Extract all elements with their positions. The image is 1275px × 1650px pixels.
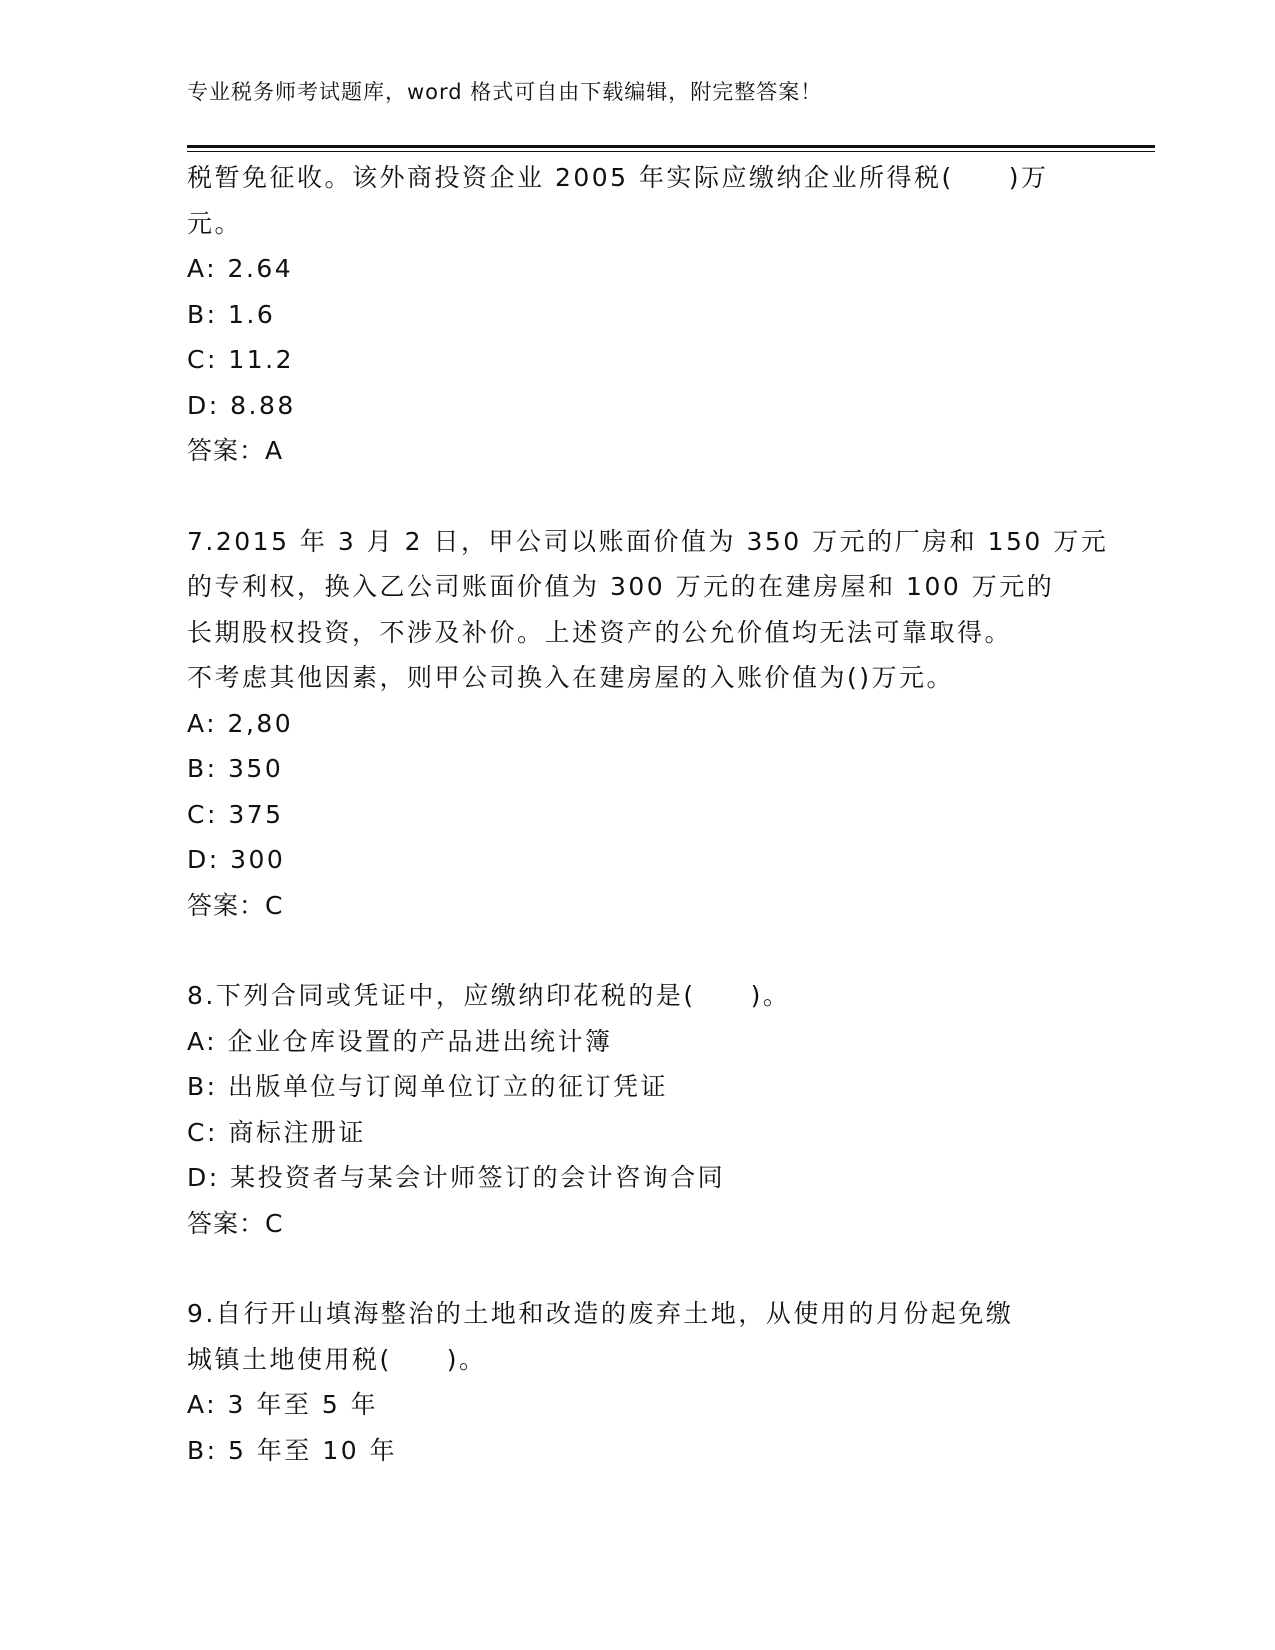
option-a: A: 3 年至 5 年 [187, 1390, 379, 1419]
option-b: B: 1.6 [187, 299, 276, 329]
spacer [187, 928, 1087, 973]
option-a: A: 2.64 [187, 254, 294, 283]
answer: 答案：C [187, 890, 284, 920]
question-text-line: 不考虑其他因素，则甲公司换入在建房屋的入账价值为()万元。 [187, 663, 955, 692]
option-b: B: 5 年至 10 年 [187, 1435, 398, 1465]
question-9 [187, 1291, 1087, 1473]
question-text-line: 9.自行开山填海整治的土地和改造的废弃土地，从使用的月份起免缴 [187, 1299, 1014, 1328]
question-text-line: 的专利权，换入乙公司账面价值为 300 万元的在建房屋和 100 万元的 [187, 572, 1055, 601]
answer: 答案：A [187, 436, 284, 465]
question-6 [187, 155, 1087, 474]
question-text-line: 8.下列合同或凭证中，应缴纳印花税的是( )。 [187, 981, 791, 1010]
header-rule-thin [187, 151, 1155, 152]
spacer [187, 1246, 1087, 1291]
option-d: D: 8.88 [187, 390, 296, 420]
document-body [187, 155, 1109, 1473]
question-text-line: 税暂免征收。该外商投资企业 2005 年实际应缴纳企业所得税( )万 [187, 163, 1049, 192]
question-text-line: 长期股权投资，不涉及补价。上述资产的公允价值均无法可靠取得。 [187, 617, 1013, 647]
option-b: B: 出版单位与订阅单位订立的征订凭证 [187, 1072, 669, 1101]
option-d: D: 某投资者与某会计师签订的会计咨询合同 [187, 1163, 726, 1192]
option-c: C: 商标注册证 [187, 1117, 366, 1147]
header-rule-thick [187, 145, 1155, 148]
option-d: D: 300 [187, 845, 286, 874]
option-b: B: 350 [187, 754, 284, 783]
answer: 答案：C [187, 1208, 284, 1238]
question-text-line: 7.2015 年 3 月 2 日，甲公司以账面价值为 350 万元的厂房和 150 万元 [187, 526, 1109, 556]
option-c: C: 375 [187, 799, 284, 829]
question-text-line: 城镇土地使用税( )。 [187, 1344, 487, 1374]
spacer [187, 474, 1087, 519]
option-a: A: 企业仓库设置的产品进出统计簿 [187, 1026, 613, 1056]
question-8 [187, 973, 1087, 1246]
question-text-line: 元。 [187, 208, 243, 238]
question-7 [187, 519, 1109, 929]
option-c: C: 11.2 [187, 345, 294, 374]
option-a: A: 2,80 [187, 708, 294, 738]
page-header: 专业税务师考试题库，word 格式可自由下载编辑，附完整答案！ [187, 80, 823, 104]
